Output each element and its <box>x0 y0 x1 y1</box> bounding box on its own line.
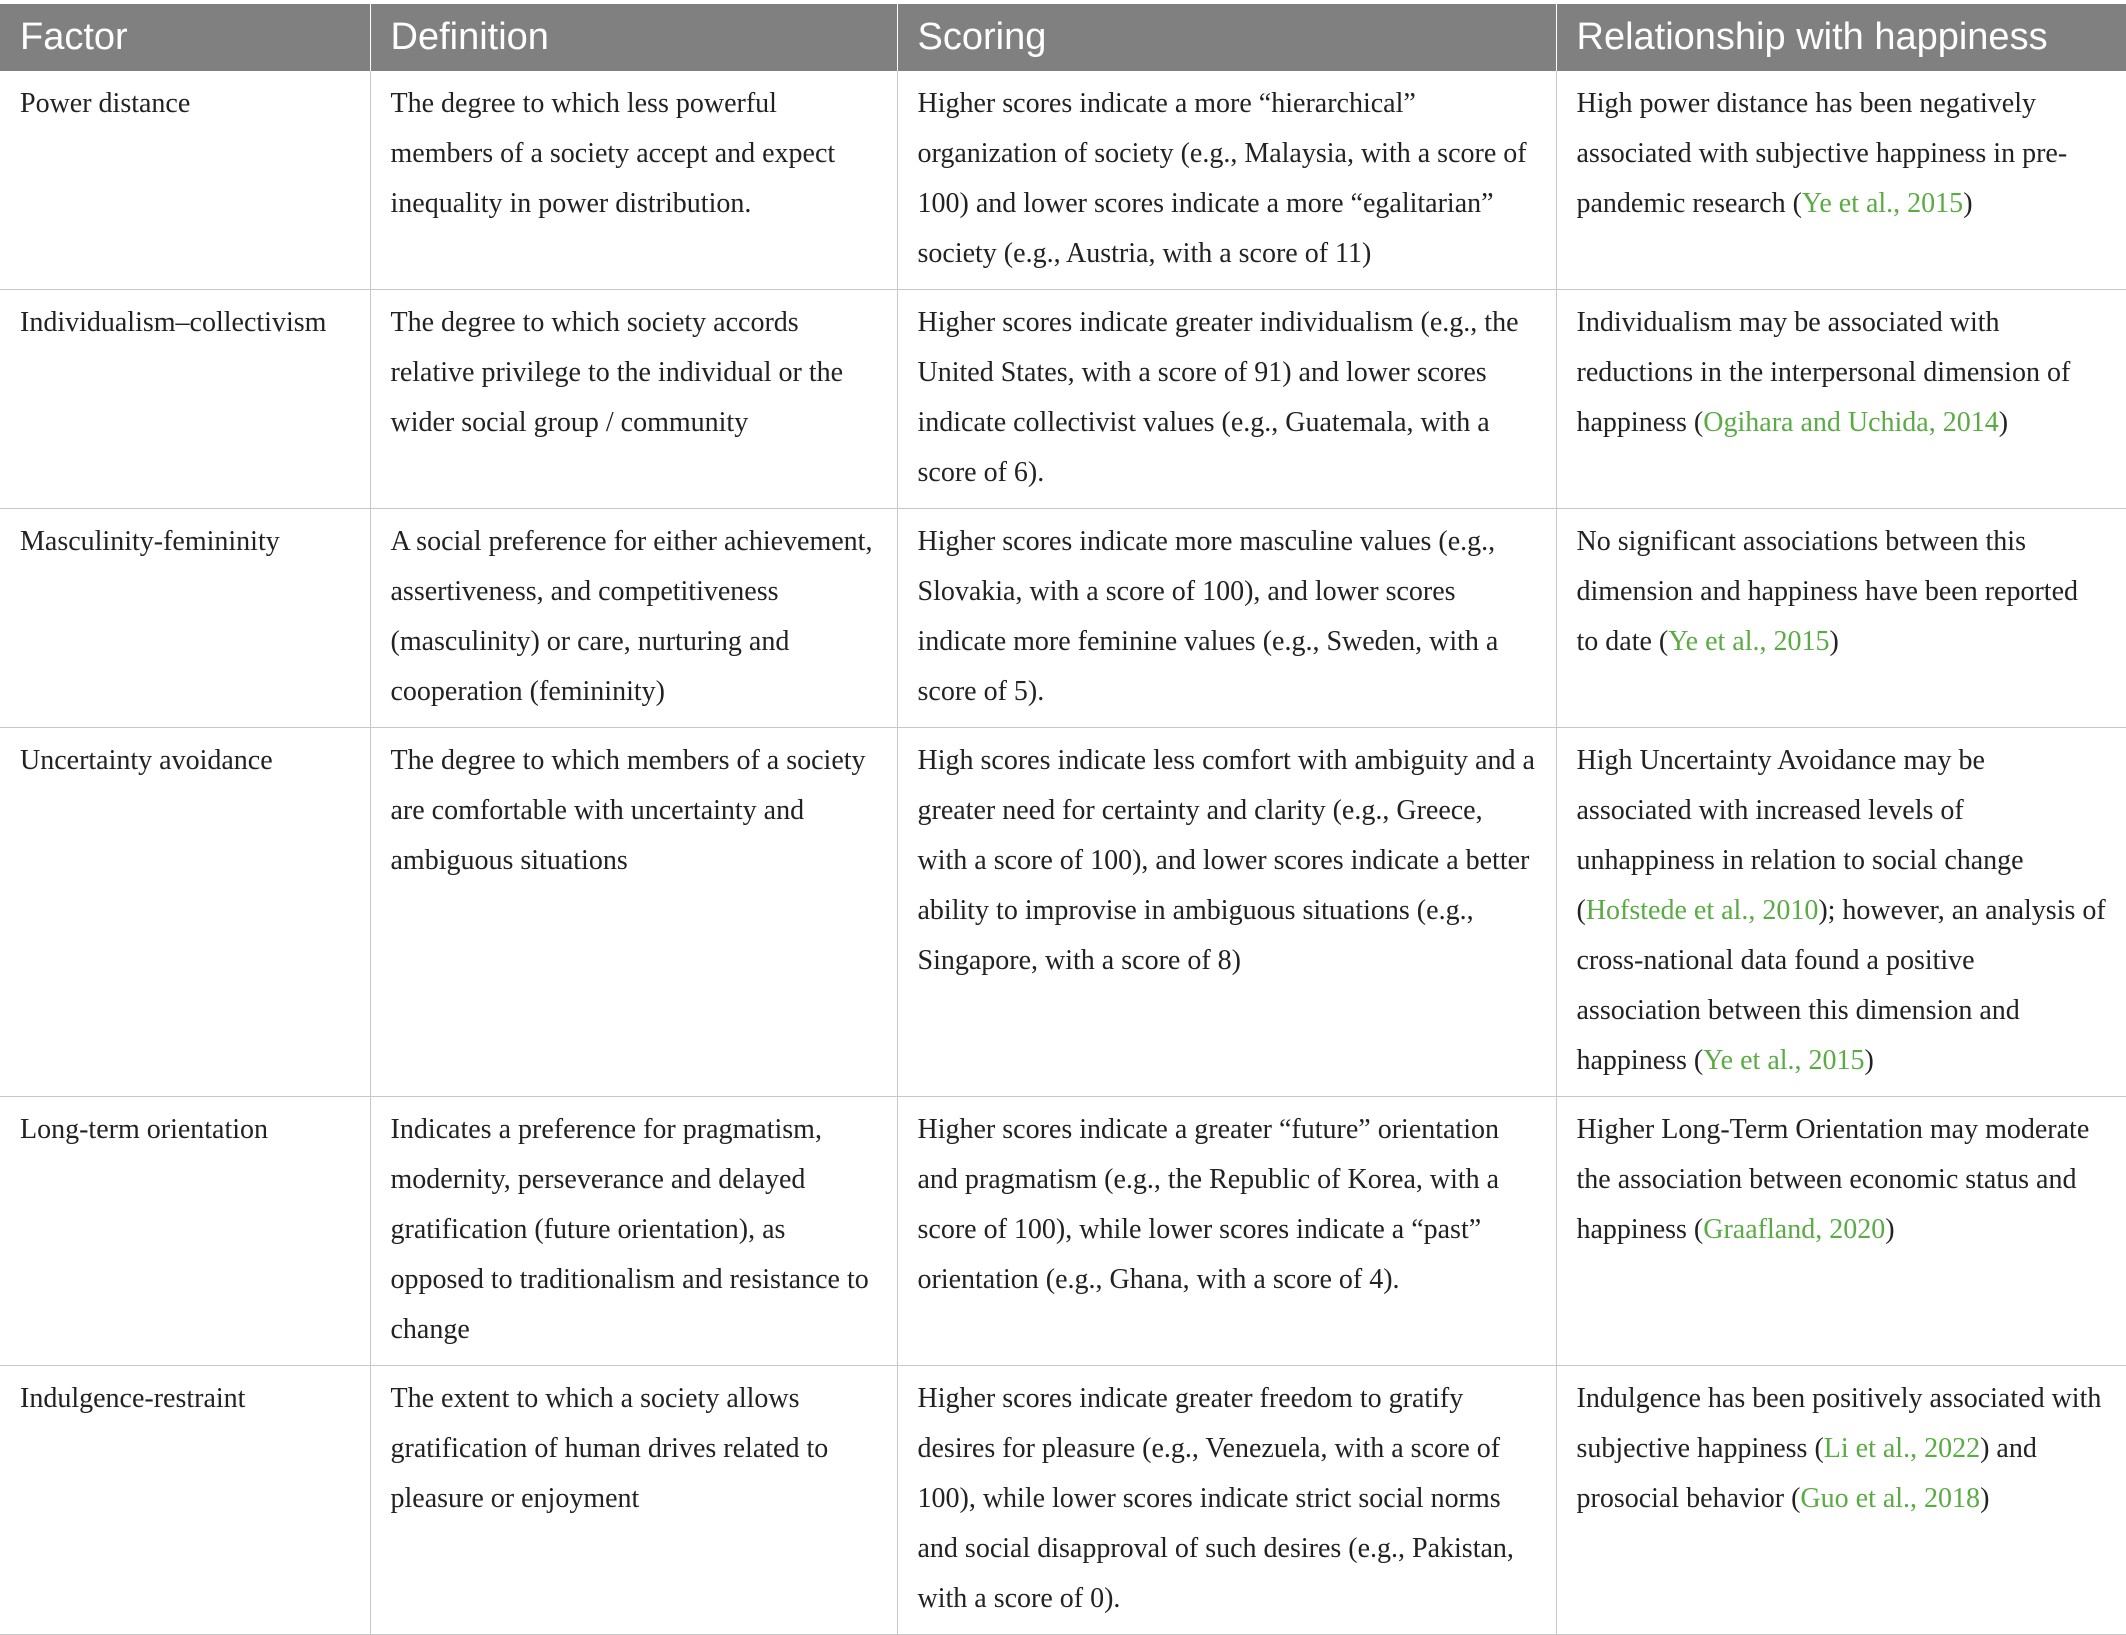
citation-link[interactable]: Ye et al., 2015 <box>1703 1045 1865 1076</box>
relationship-text-middle: ); however, an analysis of cross-national data found a positive association between this dimension and happiness ( <box>1576 895 2106 1076</box>
column-header-relationship: Relationship with happiness <box>1556 4 2126 71</box>
header-row <box>0 4 2126 71</box>
relationship-text-end: ) <box>1980 1483 1990 1514</box>
factor-cell: Individualism–collectivism <box>0 290 370 509</box>
scoring-cell: Higher scores indicate greater individualism (e.g., the United States, with a score of 91) and lower scores indicate collectivist values (e.g., Guatemala, with a score of 6). <box>897 290 1556 509</box>
scoring-cell: Higher scores indicate a greater “future” orientation and pragmatism (e.g., the Republic of Korea, with a score of 100), while lower scores indicate a “past” orientation (e.g., Ghana, with a score of 4). <box>897 1097 1556 1366</box>
citation-link[interactable]: Ye et al., 2015 <box>1668 626 1830 657</box>
definition-cell: The degree to which society accords relative privilege to the individual or the wider social group / community <box>370 290 897 509</box>
citation-link[interactable]: Hofstede et al., 2010 <box>1585 895 1819 926</box>
relationship-text-middle: ) and prosocial behavior ( <box>1576 1433 2037 1514</box>
table-row <box>0 71 2126 290</box>
relationship-text: Individualism may be associated with reductions in the interpersonal dimension of happiness ( <box>1576 307 2071 438</box>
scoring-cell: High scores indicate less comfort with ambiguity and a greater need for certainty and clarity (e.g., Greece, with a score of 100), and lower scores indicate a better ability to improvise in ambiguous situations (e.g., Singapore, with a score of 8) <box>897 728 1556 1097</box>
table-row <box>0 1097 2126 1366</box>
relationship-cell <box>1556 728 2126 1097</box>
relationship-text-end: ) <box>1963 188 1973 219</box>
relationship-text-end: ) <box>1864 1045 1874 1076</box>
definition-cell: A social preference for either achievement, assertiveness, and competitiveness (masculinity) or care, nurturing and cooperation (femininity) <box>370 509 897 728</box>
scoring-cell: Higher scores indicate greater freedom to gratify desires for pleasure (e.g., Venezuela, with a score of 100), while lower scores indicate strict social norms and social disapproval of such desires (e.g., Pakistan, with a score of 0). <box>897 1366 1556 1635</box>
column-header-factor: Factor <box>0 4 370 71</box>
table-body <box>0 71 2126 1635</box>
relationship-text: Indulgence has been positively associated with subjective happiness ( <box>1576 1383 2102 1464</box>
relationship-text-end: ) <box>1885 1214 1895 1245</box>
relationship-text-end: ) <box>1829 626 1839 657</box>
citation-link[interactable]: Ye et al., 2015 <box>1801 188 1964 219</box>
factor-cell: Uncertainty avoidance <box>0 728 370 1097</box>
definition-cell: Indicates a preference for pragmatism, modernity, perseverance and delayed gratification (future orientation), as opposed to traditionalism and resistance to change <box>370 1097 897 1366</box>
column-header-definition: Definition <box>370 4 897 71</box>
relationship-cell <box>1556 509 2126 728</box>
citation-link[interactable]: Guo et al., 2018 <box>1800 1483 1981 1514</box>
relationship-text: High power distance has been negatively associated with subjective happiness in pre-pandemic research ( <box>1576 88 2068 219</box>
scoring-cell: Higher scores indicate more masculine values (e.g., Slovakia, with a score of 100), and lower scores indicate more feminine values (e.g., Sweden, with a score of 5). <box>897 509 1556 728</box>
relationship-cell <box>1556 1097 2126 1366</box>
definition-cell: The extent to which a society allows gratification of human drives related to pleasure or enjoyment <box>370 1366 897 1635</box>
hofstede-dimensions-table <box>0 4 2126 1635</box>
relationship-text: Higher Long-Term Orientation may moderate the association between economic status and happiness ( <box>1576 1114 2090 1245</box>
factor-cell: Indulgence-restraint <box>0 1366 370 1635</box>
citation-link[interactable]: Graafland, 2020 <box>1703 1214 1886 1245</box>
relationship-text: No significant associations between this dimension and happiness have been reported to date ( <box>1576 526 2079 657</box>
relationship-text-end: ) <box>1998 407 2009 438</box>
citation-link[interactable]: Ogihara and Uchida, 2014 <box>1703 407 1999 438</box>
relationship-cell <box>1556 1366 2126 1635</box>
table-row <box>0 1366 2126 1635</box>
relationship-cell <box>1556 290 2126 509</box>
table-row <box>0 728 2126 1097</box>
definition-cell: The degree to which less powerful members of a society accept and expect inequality in power distribution. <box>370 71 897 290</box>
scoring-cell: Higher scores indicate a more “hierarchical” organization of society (e.g., Malaysia, with a score of 100) and lower scores indicate a more “egalitarian” society (e.g., Austria, with a score of 11) <box>897 71 1556 290</box>
definition-cell: The degree to which members of a society are comfortable with uncertainty and ambiguous situations <box>370 728 897 1097</box>
factor-cell: Power distance <box>0 71 370 290</box>
relationship-cell <box>1556 71 2126 290</box>
factor-cell: Masculinity-femininity <box>0 509 370 728</box>
table-row <box>0 509 2126 728</box>
factor-cell: Long-term orientation <box>0 1097 370 1366</box>
relationship-text: High Uncertainty Avoidance may be associated with increased levels of unhappiness in relation to social change ( <box>1576 745 2024 926</box>
table-header <box>0 4 2126 71</box>
citation-link[interactable]: Li et al., 2022 <box>1823 1433 1981 1464</box>
column-header-scoring: Scoring <box>897 4 1556 71</box>
table-row <box>0 290 2126 509</box>
